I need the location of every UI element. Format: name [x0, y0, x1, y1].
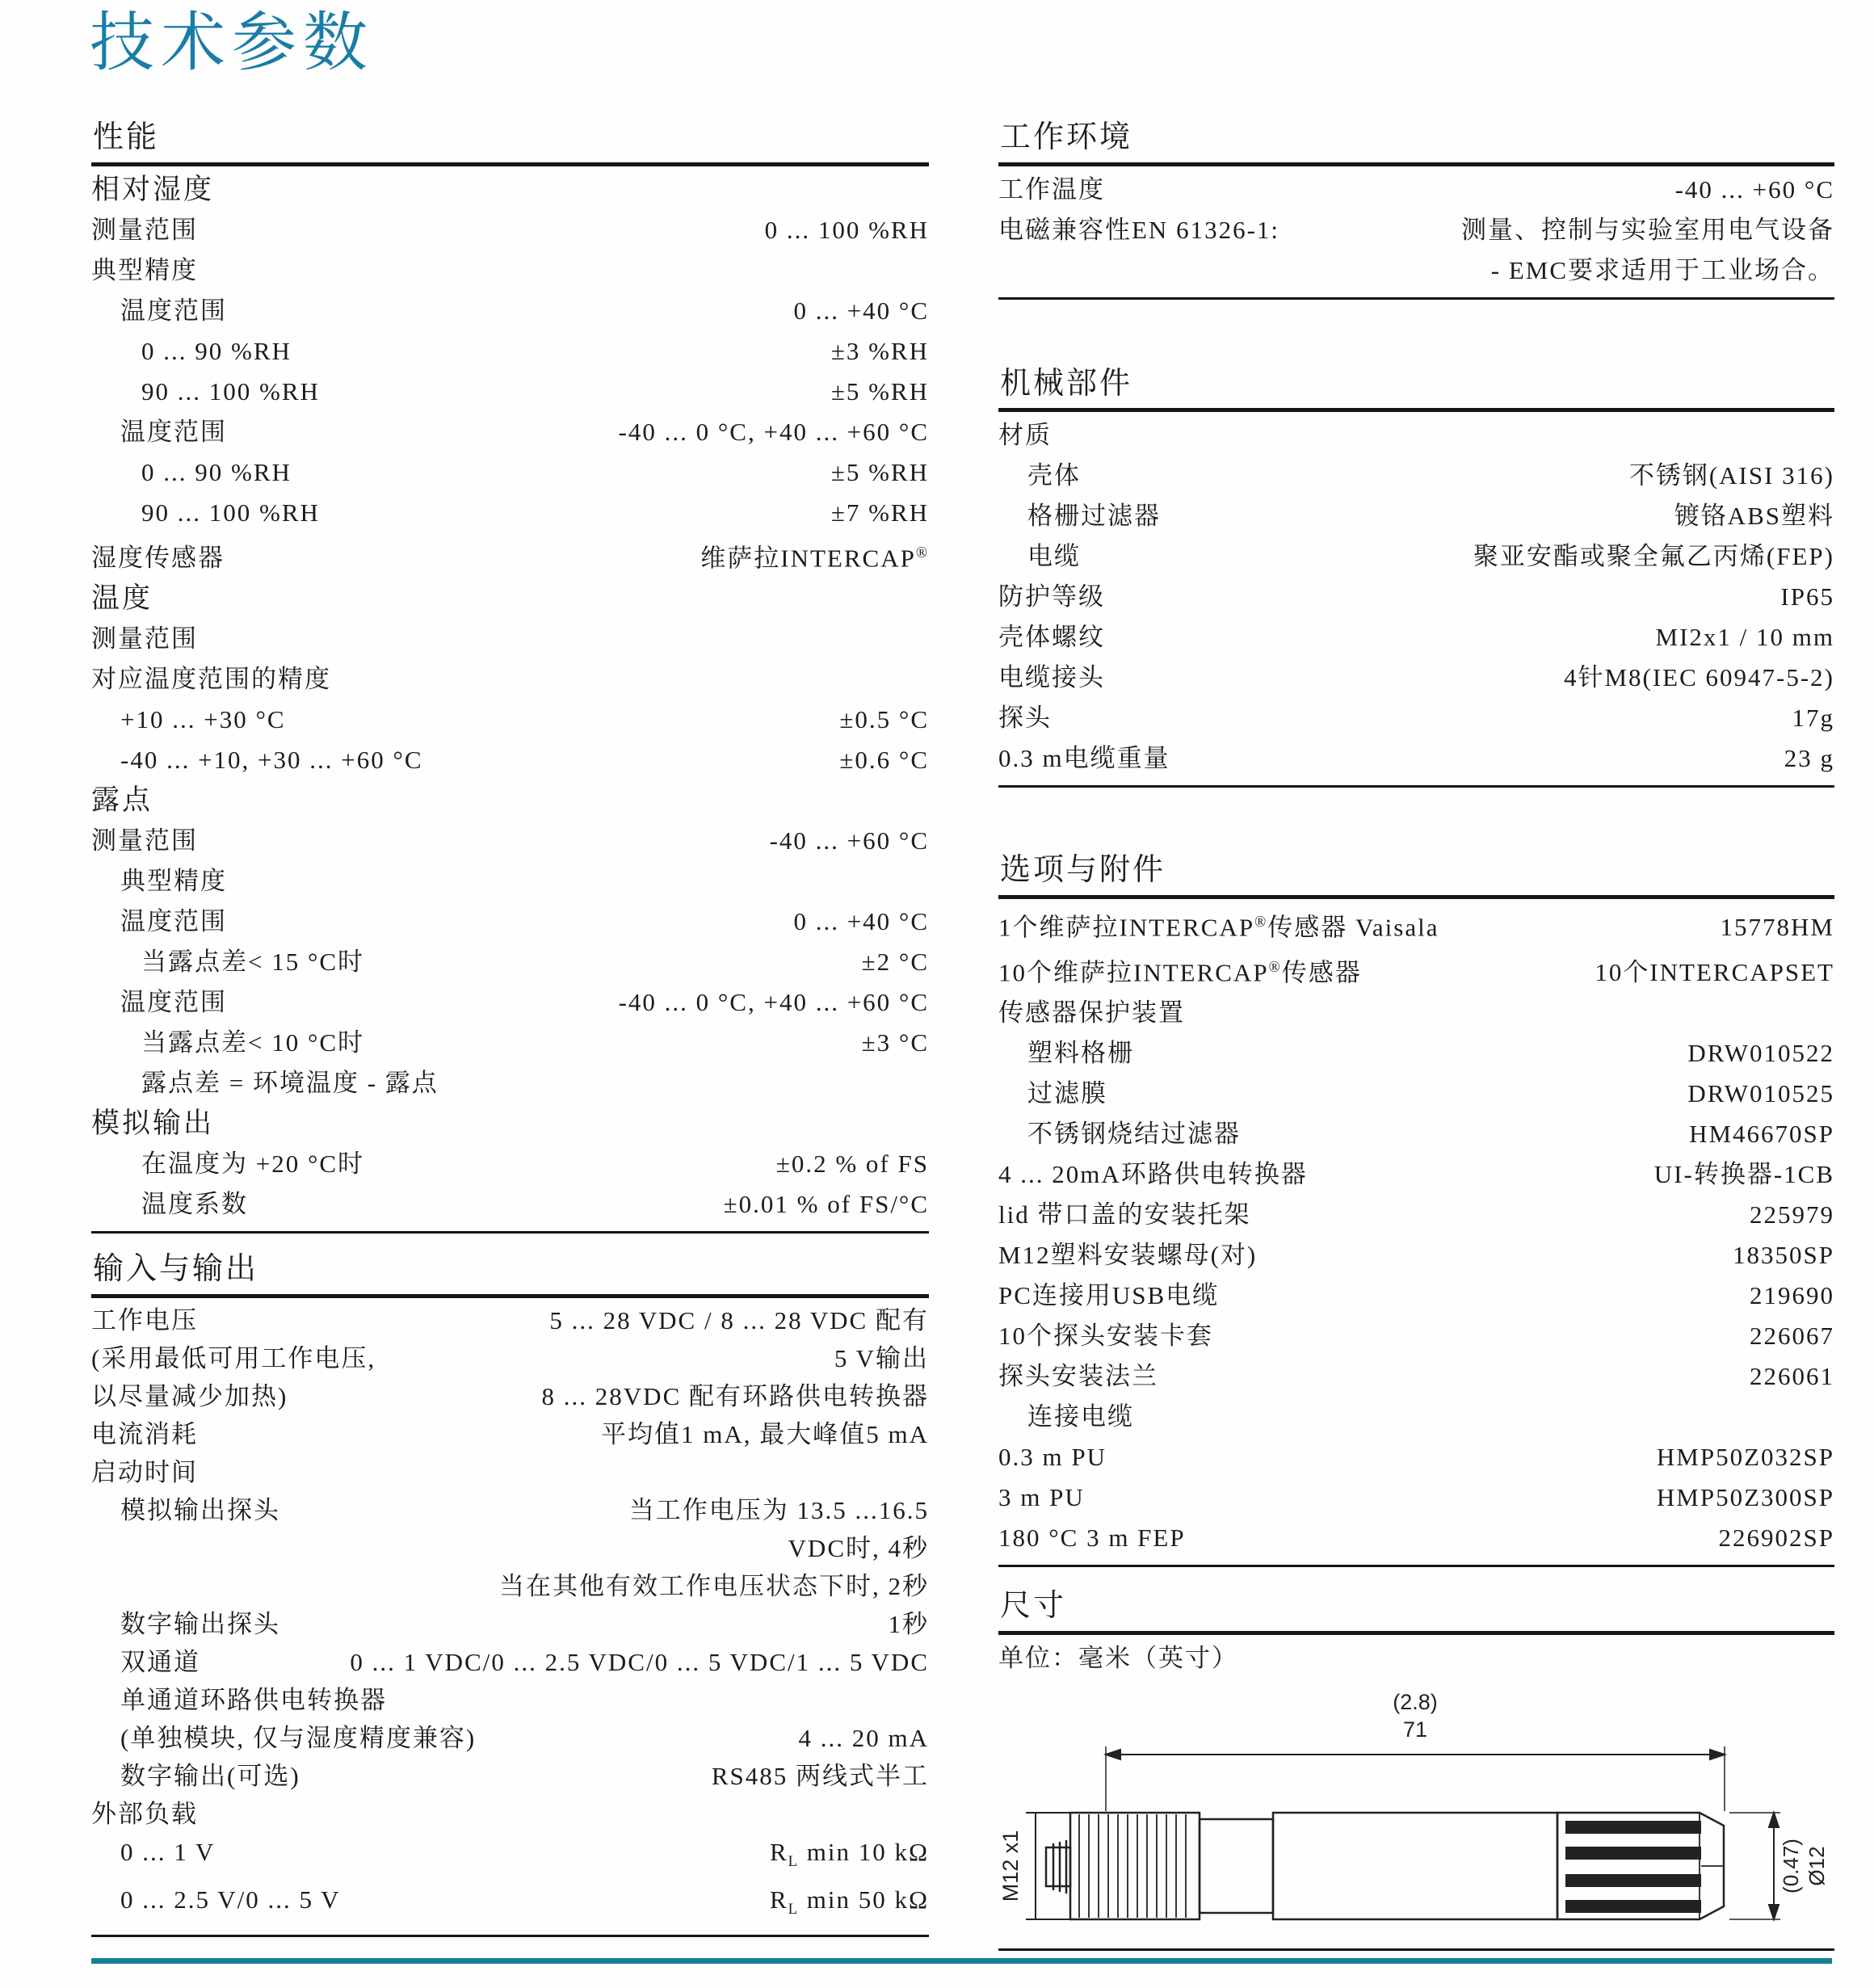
spec-value: DRW010522: [1687, 1039, 1834, 1068]
spec-label: 0.3 m PU: [998, 1443, 1107, 1472]
spec-table: [998, 166, 1834, 291]
spec-value: IP65: [1780, 582, 1834, 612]
spec-label: 0 ... 90 %RH: [141, 336, 292, 365]
spec-row: [998, 1437, 1834, 1477]
spec-row: [998, 1195, 1834, 1235]
spec-value: HMP50Z032SP: [1656, 1443, 1834, 1472]
spec-label: 电缆接头: [998, 663, 1105, 692]
spec-row: [998, 536, 1834, 577]
spec-row: [998, 698, 1834, 738]
length-mm-label: 71: [1402, 1717, 1428, 1742]
spec-value: ±7 %RH: [830, 498, 929, 527]
spec-label: 典型精度: [120, 866, 227, 895]
spec-value: $R_L$ min 10 kΩ: [769, 1837, 929, 1870]
spec-value: DRW010525: [1687, 1079, 1834, 1108]
spec-row: [91, 1144, 929, 1184]
spec-row: [998, 456, 1834, 496]
spec-row: [998, 1154, 1834, 1195]
spec-value: 0 ... +40 °C: [793, 296, 929, 325]
spec-label: 180 °C 3 m FEP: [998, 1524, 1186, 1553]
spec-value: 5 V输出: [834, 1343, 929, 1372]
spec-label: 10个探头安装卡套: [998, 1322, 1213, 1351]
spec-value: 15778HM: [1720, 913, 1834, 942]
page-title: 技术参数: [90, 8, 374, 79]
spec-label: 0.3 m电缆重量: [998, 744, 1170, 773]
spec-value: -40 ... 0 °C, +40 ... +60 °C: [618, 987, 929, 1016]
spec-label: M12塑料安装螺母(对): [998, 1241, 1258, 1270]
spec-label: 1个维萨拉INTERCAP®传感器 Vaisala: [998, 913, 1439, 942]
spec-value: -40 ... +60 °C: [1674, 174, 1834, 204]
spec-label: 数字输出(可选): [120, 1761, 300, 1790]
spec-label: lid 带口盖的安装托架: [998, 1200, 1251, 1229]
spec-label: 电磁兼容性EN 61326-1:: [998, 215, 1280, 244]
spec-row: [998, 617, 1834, 658]
spec-label: 测量范围: [91, 826, 198, 855]
spec-row: [998, 1518, 1834, 1558]
spec-row: [91, 1605, 929, 1643]
spec-value: 226902SP: [1718, 1524, 1834, 1553]
spec-label: 当露点差< 10 °C时: [141, 1028, 365, 1057]
spec-value: ±3 °C: [861, 1028, 929, 1057]
footer-accent-rule: [91, 1958, 1832, 1964]
spec-value: ±0.5 °C: [839, 704, 929, 733]
section-mechanical: [998, 366, 1834, 788]
section-title: 输入与输出: [91, 1251, 929, 1298]
spec-row: [998, 1276, 1834, 1316]
spec-table: [91, 1298, 929, 1928]
spec-label: 防护等级: [998, 582, 1105, 612]
spec-value: -40 ... +60 °C: [769, 826, 929, 855]
spec-label: 外部负载: [91, 1799, 198, 1828]
spec-label: 模拟输出: [91, 1107, 215, 1139]
spec-row: [91, 700, 929, 740]
spec-value: 维萨拉INTERCAP®: [700, 543, 929, 572]
spec-value: 4针M8(IEC 60947-5-2): [1563, 663, 1834, 692]
spec-label: 测量范围: [91, 215, 198, 244]
spec-row: [91, 1567, 929, 1605]
spec-label: 典型精度: [91, 255, 198, 284]
spec-row: [91, 740, 929, 780]
spec-row: [91, 170, 929, 210]
spec-row: [91, 982, 929, 1023]
spec-row: [91, 1377, 929, 1415]
spec-value: ±0.01 % of FS/°C: [723, 1189, 929, 1218]
spec-row: [998, 1033, 1834, 1074]
spec-value: 17g: [1792, 704, 1834, 733]
spec-row: [91, 412, 929, 452]
spec-label: 温度范围: [120, 417, 227, 446]
spec-value: - EMC要求适用于工业场合。: [1490, 255, 1834, 284]
spec-value: 5 ... 28 VDC / 8 ... 28 VDC 配有: [549, 1305, 929, 1334]
section-title: 机械部件: [998, 366, 1834, 413]
spec-label: 4 ... 20mA环路供电转换器: [998, 1160, 1308, 1189]
spec-table: [91, 166, 929, 1225]
spec-label: 传感器保护装置: [998, 998, 1185, 1028]
spec-value: VDC时, 4秒: [788, 1533, 929, 1562]
spec-row: [91, 1757, 929, 1795]
spec-value: -40 ... 0 °C, +40 ... +60 °C: [618, 417, 929, 446]
spec-label: 格栅过滤器: [1027, 502, 1161, 531]
diameter-inch-label: (0.47): [1779, 1839, 1803, 1893]
spec-label: 材质: [998, 421, 1052, 450]
spec-row: [91, 902, 929, 942]
left-column: [91, 120, 929, 1937]
spec-row: [91, 1643, 929, 1681]
section-operating-environment: [998, 120, 1834, 300]
thread-dimension: [1026, 1813, 1076, 1919]
spec-label: 工作温度: [998, 174, 1105, 204]
probe-drawing: [1046, 1813, 1724, 1919]
spec-label: 90 ... 100 %RH: [141, 498, 320, 527]
spec-value: 18350SP: [1733, 1241, 1834, 1270]
spec-label: 对应温度范围的精度: [91, 664, 331, 693]
section-title: 选项与附件: [998, 852, 1834, 899]
spec-row: [91, 659, 929, 700]
spec-value: 平均值1 mA, 最大峰值5 mA: [601, 1419, 929, 1448]
spec-row: [91, 1103, 929, 1144]
thread-label: M12 x1: [998, 1830, 1023, 1902]
spec-value: ±2 °C: [861, 947, 929, 976]
unit-note: 单位：毫米（英寸）: [998, 1644, 1238, 1673]
spec-value: ±0.6 °C: [839, 745, 929, 774]
spec-row: [998, 993, 1834, 1033]
spec-label: 以尽量减少加热): [91, 1381, 288, 1410]
spec-row: [91, 861, 929, 902]
spec-label: 露点差 = 环境温度 - 露点: [141, 1068, 439, 1097]
spec-row: [91, 780, 929, 821]
spec-value: 23 g: [1784, 744, 1834, 773]
spec-label: +10 ... +30 °C: [120, 704, 286, 733]
spec-label: 0 ... 90 %RH: [141, 457, 292, 486]
spec-row: [998, 1316, 1834, 1356]
spec-value: HMP50Z300SP: [1656, 1483, 1834, 1512]
length-inch-label: (2.8): [1393, 1690, 1438, 1715]
spec-label: 温度范围: [120, 296, 227, 325]
spec-row: [91, 1301, 929, 1339]
spec-row: [998, 1477, 1834, 1518]
spec-label: 0 ... 1 V: [120, 1837, 216, 1866]
spec-label: (单独模块, 仅与湿度精度兼容): [120, 1723, 477, 1752]
spec-label: 电流消耗: [91, 1419, 198, 1448]
spec-value: UI-转换器-1CB: [1653, 1160, 1834, 1189]
spec-value: ±5 %RH: [830, 457, 929, 486]
filter-slots: [1565, 1821, 1701, 1913]
spec-row: [91, 1491, 929, 1529]
spec-label: 温度范围: [120, 987, 227, 1016]
spec-value: 当在其他有效工作电压状态下时, 2秒: [499, 1571, 929, 1600]
spec-label: 连接电缆: [1027, 1402, 1134, 1431]
spec-row: [998, 948, 1834, 993]
spec-label: 模拟输出探头: [120, 1495, 280, 1524]
spec-row: [91, 493, 929, 533]
spec-row: [91, 1833, 929, 1881]
spec-label: 探头安装法兰: [998, 1362, 1158, 1391]
spec-value: ±0.2 % of FS: [775, 1149, 929, 1178]
spec-label: 3 m PU: [998, 1483, 1085, 1512]
spec-row: [998, 210, 1834, 250]
spec-row: [91, 1529, 929, 1567]
section-performance: [91, 120, 929, 1234]
spec-value: 1秒: [888, 1609, 929, 1638]
spec-value: ±5 %RH: [830, 376, 929, 406]
spec-row: [91, 452, 929, 493]
spec-row: [91, 1795, 929, 1833]
spec-value: $R_L$ min 50 kΩ: [769, 1885, 929, 1918]
section-title: 性能: [91, 120, 929, 166]
spec-row: [91, 1063, 929, 1103]
section-options-accessories: [998, 852, 1834, 1567]
spec-label: 露点: [91, 784, 153, 816]
spec-label: 温度: [91, 582, 153, 614]
spec-label: 当露点差< 15 °C时: [141, 947, 365, 976]
spec-table: [998, 412, 1834, 779]
diameter-dimension: [1729, 1813, 1780, 1919]
spec-label: 壳体: [1027, 461, 1081, 490]
spec-row: [998, 250, 1834, 291]
spec-label: 10个维萨拉INTERCAP®传感器: [998, 958, 1362, 987]
right-column: [998, 120, 1834, 1951]
spec-value: 226061: [1750, 1362, 1834, 1391]
unit-note-row: [998, 1638, 1834, 1679]
spec-row: [998, 1235, 1834, 1276]
spec-row: [998, 496, 1834, 536]
spec-row: [998, 577, 1834, 617]
spec-row: [91, 1339, 929, 1377]
two-column-layout: [91, 120, 1836, 1951]
probe-dimension-diagram: [998, 1679, 1834, 1942]
spec-value: 测量、控制与实验室用电气设备: [1461, 215, 1834, 244]
spec-row: [998, 170, 1834, 210]
spec-row: [998, 415, 1834, 456]
spec-label: 过滤膜: [1027, 1079, 1107, 1108]
spec-row: [91, 1415, 929, 1453]
spec-value: 聚亚安酯或聚全氟乙丙烯(FEP): [1473, 542, 1834, 571]
spec-row: [91, 331, 929, 372]
spec-row: [91, 1023, 929, 1063]
spec-label: -40 ... +10, +30 ... +60 °C: [120, 745, 423, 774]
diameter-mm-label: Ø12: [1805, 1846, 1829, 1886]
spec-row: [998, 1397, 1834, 1437]
spec-row: [91, 250, 929, 291]
spec-value: 镀铬ABS塑料: [1674, 502, 1834, 531]
spec-value: 10个INTERCAPSET: [1595, 958, 1834, 987]
spec-label: 测量范围: [91, 624, 198, 653]
spec-value: 0 ... 100 %RH: [764, 215, 929, 244]
spec-label: 壳体螺纹: [998, 623, 1105, 652]
spec-value: 8 ... 28VDC 配有环路供电转换器: [541, 1381, 929, 1410]
spec-row: [91, 533, 929, 578]
spec-label: 电缆: [1027, 542, 1081, 571]
spec-label: 塑料格栅: [1027, 1039, 1134, 1068]
spec-row: [91, 1453, 929, 1491]
spec-value: 0 ... 1 VDC/0 ... 2.5 VDC/0 ... 5 VDC/1 ... 5 VDC: [350, 1647, 929, 1676]
spec-label: 0 ... 2.5 V/0 ... 5 V: [120, 1885, 341, 1914]
spec-row: [91, 942, 929, 982]
spec-row: [91, 821, 929, 861]
probe-drawing-svg: [998, 1683, 1834, 1942]
spec-value: ±3 %RH: [830, 336, 929, 365]
spec-row: [998, 1114, 1834, 1154]
spec-value: 当工作电压为 13.5 ...16.5: [628, 1495, 929, 1524]
spec-value: 219690: [1750, 1281, 1834, 1310]
spec-row: [91, 291, 929, 331]
length-dimension: [1106, 1746, 1725, 1811]
spec-label: 单通道环路供电转换器: [120, 1685, 387, 1714]
spec-label: 启动时间: [91, 1457, 198, 1486]
spec-value: 226067: [1750, 1322, 1834, 1351]
spec-row: [91, 1184, 929, 1225]
spec-value: 0 ... +40 °C: [793, 906, 929, 935]
spec-row: [91, 1719, 929, 1757]
spec-table: [998, 899, 1834, 1559]
spec-label: (采用最低可用工作电压,: [91, 1343, 376, 1372]
spec-label: 相对湿度: [91, 173, 215, 205]
spec-row: [91, 372, 929, 412]
section-dimensions: [998, 1588, 1834, 1951]
spec-row: [91, 578, 929, 619]
spec-row: [998, 902, 1834, 948]
spec-label: 在温度为 +20 °C时: [141, 1149, 365, 1178]
spec-label: 数字输出探头: [120, 1609, 280, 1638]
spec-label: 探头: [998, 704, 1052, 733]
spec-label: 湿度传感器: [91, 543, 225, 572]
dimensions-body: [998, 1635, 1834, 1942]
spec-row: [998, 1074, 1834, 1114]
spec-row: [91, 210, 929, 250]
spec-label: 不锈钢烧结过滤器: [1027, 1120, 1241, 1149]
spec-row: [91, 1681, 929, 1719]
spec-label: 工作电压: [91, 1305, 198, 1334]
spec-label: PC连接用USB电缆: [998, 1281, 1220, 1310]
spec-label: 温度系数: [141, 1189, 248, 1218]
spec-row: [91, 1881, 929, 1928]
spec-label: 温度范围: [120, 906, 227, 935]
spec-row: [91, 619, 929, 659]
spec-row: [998, 658, 1834, 698]
spec-row: [998, 738, 1834, 779]
spec-label: 90 ... 100 %RH: [141, 376, 320, 406]
spec-value: 不锈钢(AISI 316): [1628, 461, 1834, 490]
spec-value: MI2x1 / 10 mm: [1655, 623, 1834, 652]
spec-value: RS485 两线式半工: [711, 1761, 929, 1790]
section-input-output: [91, 1251, 929, 1937]
spec-label: 双通道: [120, 1647, 200, 1676]
section-title: 尺寸: [998, 1588, 1834, 1635]
spec-value: HM46670SP: [1689, 1120, 1834, 1149]
spec-value: 4 ... 20 mA: [798, 1723, 929, 1752]
spec-row: [998, 1356, 1834, 1397]
section-title: 工作环境: [998, 120, 1834, 166]
spec-value: 225979: [1750, 1200, 1834, 1229]
